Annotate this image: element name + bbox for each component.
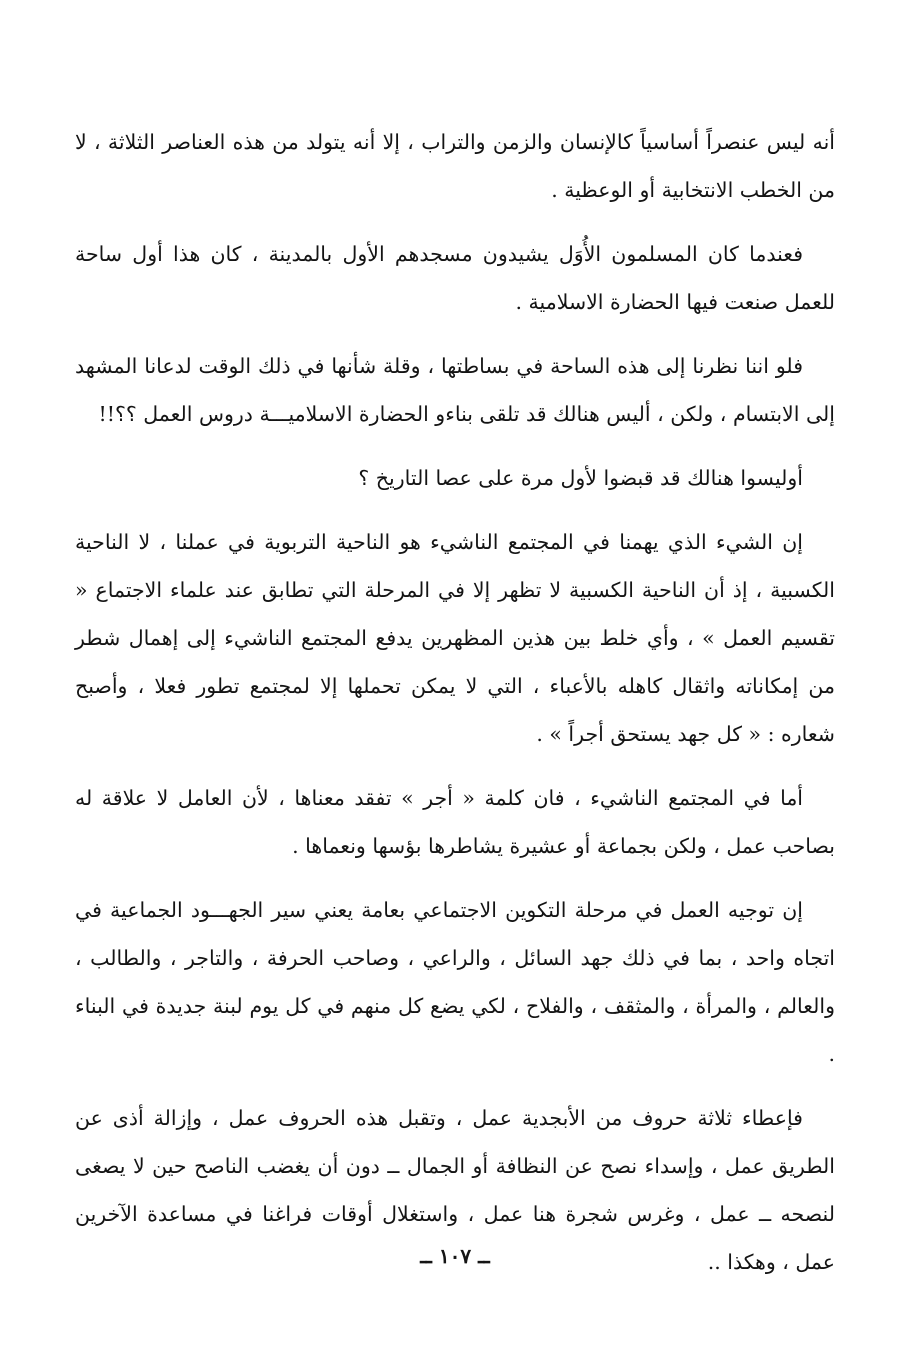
paragraph-4: أوليسوا هنالك قد قبضوا لأول مرة على عصا التاريخ ؟ xyxy=(358,466,803,490)
paragraph-gap xyxy=(75,214,835,230)
paragraph-1: أنه ليس عنصراً أساسياً كالإنسان والزمن والتراب ، إلا أنه يتولد من هذه العناصر الثلاثة ، لا من الخطب الانتخابية أو الوعظية . xyxy=(75,130,835,202)
paragraph-5: إن الشيء الذي يهمنا في المجتمع الناشيء هو الناحية التربوية في عملنا ، لا الناحية الكسبية ، إذ أن الناحية الكسبية لا تظهر إلا في المرحلة التي تطابق عند علماء الاجتماع « تقسيم العمل » ، وأي خلط بين هذين المظهرين يدفع المجتمع الناشيء إلى إهمال شطر من إمكاناته واثقال كاهله بالأعباء ، التي لا يمكن تحملها إلا لمجتمع تطور فعلا ، وأصبح شعاره : « كل جهد يستحق أجراً » . xyxy=(75,530,835,746)
paragraph-3: فلو اننا نظرنا إلى هذه الساحة في بساطتها ، وقلة شأنها في ذلك الوقت لدعانا المشهد إلى الابتسام ، ولكن ، أليس هنالك قد تلقى بناءو الحضارة الاسلاميـــة دروس العمل ؟؟!! xyxy=(75,354,835,426)
paragraph-gap xyxy=(75,326,835,342)
paragraph-gap xyxy=(75,502,835,518)
paragraph-gap xyxy=(75,758,835,774)
page-body xyxy=(75,118,835,1286)
paragraph-6: أما في المجتمع الناشيء ، فان كلمة « أجر » تفقد معناها ، لأن العامل لا علاقة له بصاحب عمل ، ولكن بجماعة أو عشيرة يشاطرها بؤسها ونعماها . xyxy=(75,786,835,858)
paragraph-gap xyxy=(75,438,835,454)
paragraph-gap xyxy=(75,1078,835,1094)
paragraph-7: إن توجيه العمل في مرحلة التكوين الاجتماعي بعامة يعني سير الجهـــود الجماعية في اتجاه واحد ، بما في ذلك جهد السائل ، والراعي ، وصاحب الحرفة ، والتاجر ، والطالب ، والعالم ، والمرأة ، والمثقف ، والفلاح ، لكي يضع كل منهم في كل يوم لبنة جديدة في البناء . xyxy=(75,898,836,1066)
page-number: ــ ١٠٧ ــ xyxy=(420,1244,490,1268)
paragraph-8: فإعطاء ثلاثة حروف من الأبجدية عمل ، وتقبل هذه الحروف عمل ، وإزالة أذى عن الطريق عمل ، وإسداء نصح عن النظافة أو الجمال ــ دون أن يغضب الناصح حين لا يصغى لنصحه ــ عمل ، وغرس شجرة هنا عمل ، واستغلال أوقات فراغنا في مساعدة الآخرين عمل ، وهكذا .. xyxy=(75,1106,835,1274)
paragraph-gap xyxy=(75,870,835,886)
paragraph-2: فعندما كان المسلمون الأُوَل يشيدون مسجدهم الأول بالمدينة ، كان هذا أول ساحة للعمل صنعت فيها الحضارة الاسلامية . xyxy=(75,242,835,314)
